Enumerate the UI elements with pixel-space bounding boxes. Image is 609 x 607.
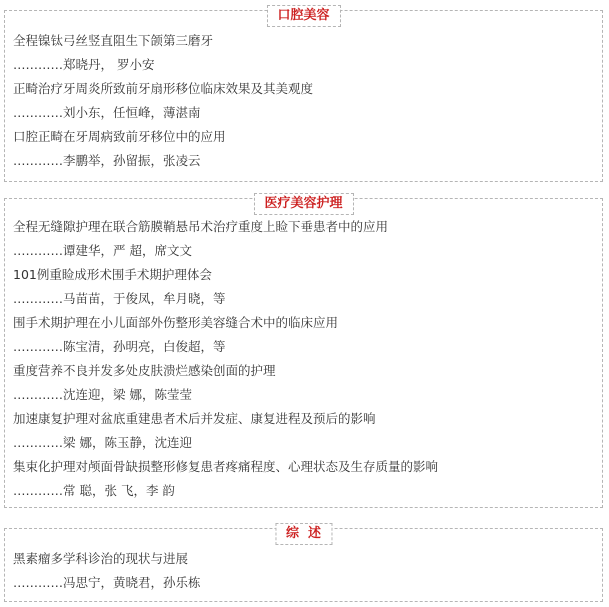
article-authors: …………谭建华，严 超，席文文 bbox=[13, 243, 192, 258]
article-title[interactable]: 加速康复护理对盆底重建患者术后并发症、康复进程及预后的影响 bbox=[13, 411, 376, 426]
article-authors: …………冯思宁，黄晓君，孙乐栋 bbox=[13, 575, 201, 590]
article-authors: …………陈宝清，孙明亮，白俊超，等 bbox=[13, 339, 226, 354]
article-authors: …………刘小东，任恒峰，薄湛南 bbox=[13, 105, 201, 120]
article-title[interactable]: 全程无缝隙护理在联合筋膜鞘悬吊术治疗重度上睑下垂患者中的应用 bbox=[13, 219, 389, 234]
section-title: 口腔美容 bbox=[266, 5, 340, 27]
article-title[interactable]: 正畸治疗牙周炎所致前牙扇形移位临床效果及其美观度 bbox=[13, 81, 314, 96]
article-authors: …………沈连迎，梁 娜，陈莹莹 bbox=[13, 387, 192, 402]
article-title[interactable]: 101例重睑成形术围手术期护理体会 bbox=[13, 267, 212, 282]
article-title[interactable]: 集束化护理对颅面骨缺损整形修复患者疼痛程度、心理状态及生存质量的影响 bbox=[13, 459, 439, 474]
article-authors: …………常 聪，张 飞，李 韵 bbox=[13, 483, 175, 498]
article-authors: …………马苗苗，于俊凤，牟月晓，等 bbox=[13, 291, 226, 306]
article-list bbox=[13, 547, 598, 595]
article-authors: …………梁 娜，陈玉静，沈连迎 bbox=[13, 435, 192, 450]
section-title: 综 述 bbox=[275, 523, 332, 545]
article-title[interactable]: 全程镍钛弓丝竖直阻生下颌第三磨牙 bbox=[13, 33, 214, 48]
article-authors: …………郑晓丹， 罗小安 bbox=[13, 57, 155, 72]
article-title[interactable]: 围手术期护理在小儿面部外伤整形美容缝合术中的临床应用 bbox=[13, 315, 339, 330]
article-title[interactable]: 重度营养不良并发多处皮肤溃烂感染创面的护理 bbox=[13, 363, 276, 378]
section-oral-cosmetics bbox=[4, 10, 603, 182]
article-title[interactable]: 口腔正畸在牙周病致前牙移位中的应用 bbox=[13, 129, 226, 144]
article-list bbox=[13, 215, 598, 503]
section-title: 医疗美容护理 bbox=[253, 193, 353, 215]
section-review bbox=[4, 528, 603, 602]
section-medical-cosmetic-nursing bbox=[4, 198, 603, 508]
article-list bbox=[13, 29, 598, 173]
article-authors: …………李鹏举，孙留振，张凌云 bbox=[13, 153, 201, 168]
article-title[interactable]: 黑素瘤多学科诊治的现状与进展 bbox=[13, 551, 189, 566]
